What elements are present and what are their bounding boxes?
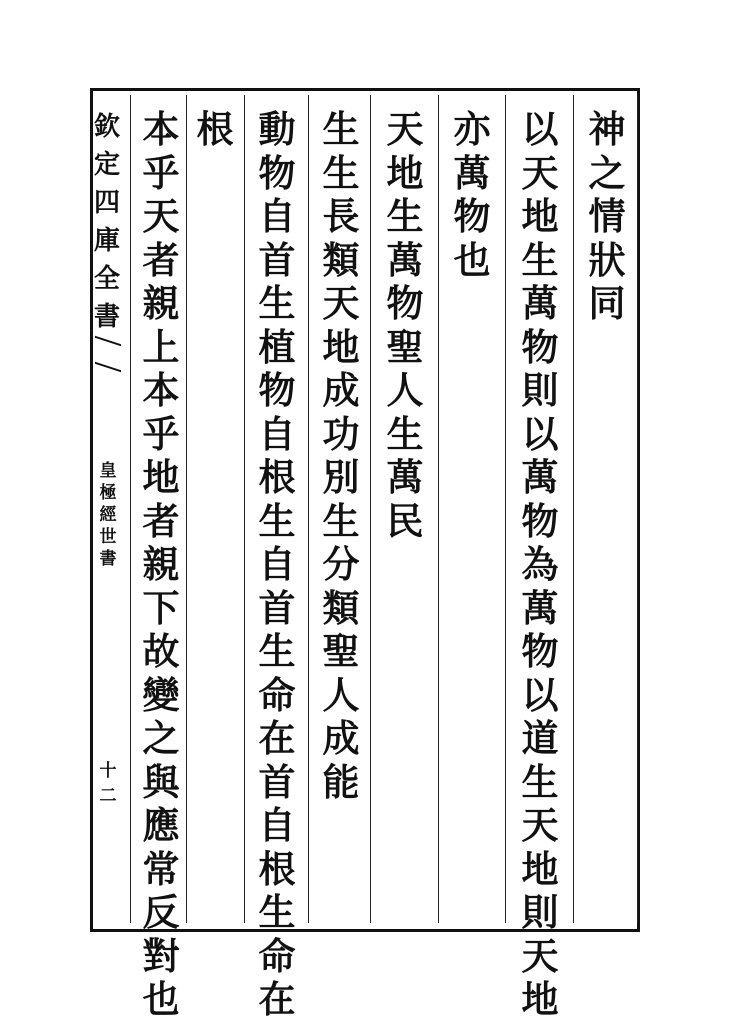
character: 情 (588, 194, 626, 239)
character: 道 (521, 716, 559, 761)
character: 反 (142, 890, 180, 935)
character: 別 (322, 455, 360, 500)
character: 聖 (386, 324, 424, 369)
character: 以 (521, 672, 559, 717)
character: 常 (142, 846, 180, 891)
character: 自 (258, 411, 296, 456)
character: 首 (258, 237, 296, 282)
character: 萬 (521, 281, 559, 326)
text-column-6 (252, 108, 302, 1022)
character: 世 (99, 526, 117, 547)
column-rule (370, 95, 371, 923)
character: 地 (521, 977, 559, 1022)
column-rule (186, 95, 187, 923)
character: 萬 (386, 237, 424, 282)
character: 物 (521, 498, 559, 543)
column-rule (244, 95, 245, 923)
character: 經 (99, 504, 117, 525)
character: 物 (386, 281, 424, 326)
character: 同 (588, 281, 626, 326)
column-rule (573, 95, 574, 923)
character: 狀 (588, 237, 626, 282)
character: 物 (258, 150, 296, 195)
character: 地 (386, 150, 424, 195)
character: 者 (142, 237, 180, 282)
character: 自 (258, 542, 296, 587)
character: 生 (258, 281, 296, 326)
character: 定 (93, 150, 120, 180)
character: 命 (258, 672, 296, 717)
character: 生 (521, 759, 559, 804)
character: 人 (322, 672, 360, 717)
character: 地 (322, 324, 360, 369)
character: 天 (142, 194, 180, 239)
character: 以 (521, 107, 559, 152)
character: 成 (322, 368, 360, 413)
character: 亦 (453, 107, 491, 152)
character: 變 (142, 672, 180, 717)
character: 生 (258, 629, 296, 674)
character: 功 (322, 411, 360, 456)
character: 上 (142, 324, 180, 369)
margin-book-title (92, 108, 122, 336)
character: 之 (588, 150, 626, 195)
character: 民 (386, 498, 424, 543)
character: 本 (142, 107, 180, 152)
character: 根 (258, 846, 296, 891)
margin-book-label (96, 460, 120, 570)
character: 在 (258, 977, 296, 1022)
character: 在 (258, 716, 296, 761)
character: 應 (142, 803, 180, 848)
character: 全 (93, 264, 120, 294)
character: 天 (521, 803, 559, 848)
character: 根 (196, 107, 234, 152)
character: 人 (386, 368, 424, 413)
character: 萬 (521, 455, 559, 500)
character: 為 (521, 542, 559, 587)
page-number: 十二 (99, 761, 117, 806)
character: 以 (521, 411, 559, 456)
character: 類 (322, 585, 360, 630)
character: 生 (521, 237, 559, 282)
character: 天 (322, 281, 360, 326)
character: 萬 (453, 150, 491, 195)
character: 天 (386, 107, 424, 152)
character: 欽 (93, 112, 120, 142)
text-column-1 (582, 108, 632, 326)
character: 長 (322, 194, 360, 239)
character: 物 (521, 629, 559, 674)
character: 四 (93, 188, 120, 218)
character: 生 (322, 498, 360, 543)
character: 類 (322, 237, 360, 282)
character: 植 (258, 324, 296, 369)
character: 乎 (142, 411, 180, 456)
character: 者 (142, 498, 180, 543)
character: 成 (322, 716, 360, 761)
character: 首 (258, 759, 296, 804)
character: 神 (588, 107, 626, 152)
column-rule (505, 95, 506, 923)
character: 地 (521, 846, 559, 891)
character: 對 (142, 933, 180, 978)
character: 與 (142, 759, 180, 804)
character: 物 (521, 324, 559, 369)
character: 天 (521, 150, 559, 195)
text-column-2 (515, 108, 565, 1022)
column-rule (308, 95, 309, 923)
character: 地 (142, 455, 180, 500)
character: 萬 (386, 455, 424, 500)
character: 聖 (322, 629, 360, 674)
character: 下 (142, 585, 180, 630)
text-column-8 (136, 108, 186, 1022)
character: 書 (93, 302, 120, 332)
character: 皇 (99, 460, 117, 481)
character: 命 (258, 933, 296, 978)
text-column-4 (380, 108, 430, 543)
character: 首 (258, 585, 296, 630)
character: 自 (258, 803, 296, 848)
character: 自 (258, 194, 296, 239)
character: 之 (142, 716, 180, 761)
text-column-7 (190, 108, 240, 152)
character: 動 (258, 107, 296, 152)
character: 萬 (521, 585, 559, 630)
character: 也 (142, 977, 180, 1022)
character: 也 (453, 237, 491, 282)
character: 物 (258, 368, 296, 413)
character: 分 (322, 542, 360, 587)
character: 生 (322, 150, 360, 195)
character: 物 (453, 194, 491, 239)
character: 生 (386, 411, 424, 456)
character: 故 (142, 629, 180, 674)
character: 生 (322, 107, 360, 152)
character: 親 (142, 542, 180, 587)
character: 生 (258, 498, 296, 543)
character: 生 (386, 194, 424, 239)
character: 則 (521, 890, 559, 935)
column-rule (438, 95, 439, 923)
character: 地 (521, 194, 559, 239)
character: 書 (99, 548, 117, 569)
text-column-3 (447, 108, 497, 282)
text-column-5 (316, 108, 366, 804)
character: 能 (322, 759, 360, 804)
character: 天 (521, 933, 559, 978)
character: 庫 (93, 226, 120, 256)
character: 極 (99, 482, 117, 503)
character: 生 (258, 890, 296, 935)
character: 根 (258, 455, 296, 500)
character: 本 (142, 368, 180, 413)
character: 親 (142, 281, 180, 326)
character: 則 (521, 368, 559, 413)
character: 乎 (142, 150, 180, 195)
